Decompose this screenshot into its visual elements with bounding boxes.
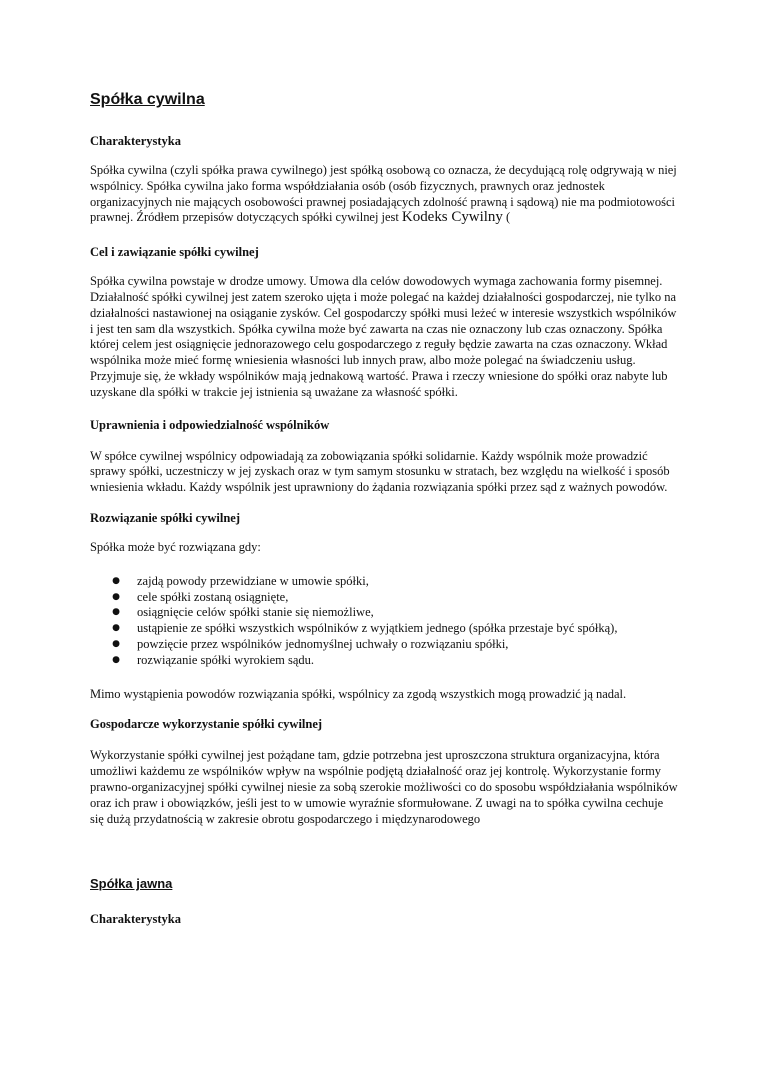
list-item-text: ustąpienie ze spółki wszystkich wspólników z wyjątkiem jednego (spółka przestaje być spółką), bbox=[137, 621, 618, 636]
heading-uprawnienia: Uprawnienia i odpowiedzialność wspólników bbox=[90, 417, 330, 432]
bullet-icon: ● bbox=[112, 607, 120, 618]
list-item bbox=[90, 590, 680, 606]
paragraph-uprawnienia: W spółce cywilnej wspólnicy odpowiadają za zobowiązania spółki solidarnie. Każdy wspólnik może prowadzić sprawy spółki, uczestniczy w jej zyskach oraz w tym samym stosunku w stratach, bez względu na wielkość i sposób wniesienia wkładu. Każdy wspólnik jest uprawniony do żądania rozwiązania spółki przez sąd z ważnych powodów. bbox=[90, 448, 670, 495]
paragraph-rozwiazanie-outro: Mimo wystąpienia powodów rozwiązania spółki, wspólnicy za zgodą wszystkich mogą prowadzić ją nadal. bbox=[90, 686, 627, 701]
list-item bbox=[90, 653, 680, 669]
paragraph-charakterystyka-end: ( bbox=[502, 210, 511, 225]
rozwiazanie-list bbox=[90, 574, 680, 669]
list-item-text: powzięcie przez wspólników jednomyślnej uchwały o rozwiązaniu spółki, bbox=[137, 636, 509, 651]
bullet-icon: ● bbox=[112, 591, 120, 602]
bullet-icon: ● bbox=[112, 638, 120, 649]
heading-rozwiazanie: Rozwiązanie spółki cywilnej bbox=[90, 510, 240, 525]
list-item bbox=[90, 574, 680, 590]
heading-gospodarcze: Gospodarcze wykorzystanie spółki cywilnej bbox=[90, 717, 323, 732]
document-content bbox=[90, 89, 680, 927]
list-item-text: cele spółki zostaną osiągnięte, bbox=[137, 589, 289, 604]
bullet-icon: ● bbox=[112, 654, 120, 665]
paragraph-charakterystyka-text: Spółka cywilna (czyli spółka prawa cywilnego) jest spółką osobową co oznacza, że decydującą rolę odgrywają w niej wspólnicy. Spółka cywilna jako forma współdziałania osób (osób fizycznych, prawnych oraz jednostek organizacyjnych nie mających osobowości prawnej posiadających zdolność prawną i sądową) nie ma podmiotowości prawnej. Źródłem przepisów dotyczących spółki cywilnej jest bbox=[90, 163, 677, 225]
bullet-icon: ● bbox=[112, 575, 120, 586]
heading-charakterystyka: Charakterystyka bbox=[90, 134, 181, 148]
list-item bbox=[90, 605, 680, 621]
list-item-text: zajdą powody przewidziane w umowie spółki, bbox=[137, 573, 369, 588]
list-item-text: rozwiązanie spółki wyrokiem sądu. bbox=[137, 652, 315, 667]
list-item-text: osiągnięcie celów spółki stanie się niemożliwe, bbox=[137, 605, 374, 620]
list-item bbox=[90, 621, 680, 637]
paragraph-cel-i-zawiazanie: Spółka cywilna powstaje w drodze umowy. Umowa dla celów dowodowych wymaga zachowania formy pisemnej. Działalność spółki cywilnej jest zatem szeroko ujęta i może polegać na każdej działalności gospodarczej, nie tylko na działalności nastawionej na osiąganie zysków. Cel gospodarczy spółki musi leżeć w interesie wszystkich wspólników i jest ten sam dla wszystkich. Spółka cywilna może być zawarta na czas nie oznaczony lub czas oznaczony. Spółka której celem jest osiągnięcie jednorazowego celu gospodarczego z reguły będzie zawarta na czas oznaczony. Wkład wspólnika może mieć formę wniesienia własności lub innych praw, albo może polegać na świadczeniu usług. Przyjmuje się, że wkłady wspólników mają jednakową wartość. Prawa i rzeczy wniesione do spółki oraz nabyte lub uzyskane dla spółki w trakcie jej istnienia są uważane za własność spółki. bbox=[90, 274, 677, 399]
paragraph-charakterystyka bbox=[90, 163, 680, 226]
section-title-spolka-jawna: Spółka jawna bbox=[90, 876, 173, 892]
paragraph-rozwiazanie-intro: Spółka może być rozwiązana gdy: bbox=[90, 539, 261, 554]
heading-charakterystyka-2: Charakterystyka bbox=[90, 912, 181, 927]
paragraph-gospodarcze: Wykorzystanie spółki cywilnej jest pożądane tam, gdzie potrzebna jest uproszczona struktura organizacyjna, która umożliwi każdemu ze wspólników wpływ na wspólnie podjętą działalność oraz jej kontrolę. Wykorzystanie formy prawno-organizacyjnej spółki cywilnej niesie za sobą szerokie możliwości co do sposobu współdziałania wspólników oraz ich praw i obowiązków, jeśli jest to w umowie wyraźnie sformułowane. Z uwagi na to spółka cywilna cechuje się dużą przydatnością w zakresie obrotu gospodarczego i międzynarodowego bbox=[90, 748, 678, 826]
heading-cel-i-zawiazanie: Cel i zawiązanie spółki cywilnej bbox=[90, 245, 259, 260]
kodeks-cywilny-text: Kodeks Cywilny bbox=[401, 209, 503, 226]
bullet-icon: ● bbox=[112, 623, 120, 634]
section-title-spolka-cywilna: Spółka cywilna bbox=[90, 91, 205, 108]
list-item bbox=[90, 637, 680, 653]
